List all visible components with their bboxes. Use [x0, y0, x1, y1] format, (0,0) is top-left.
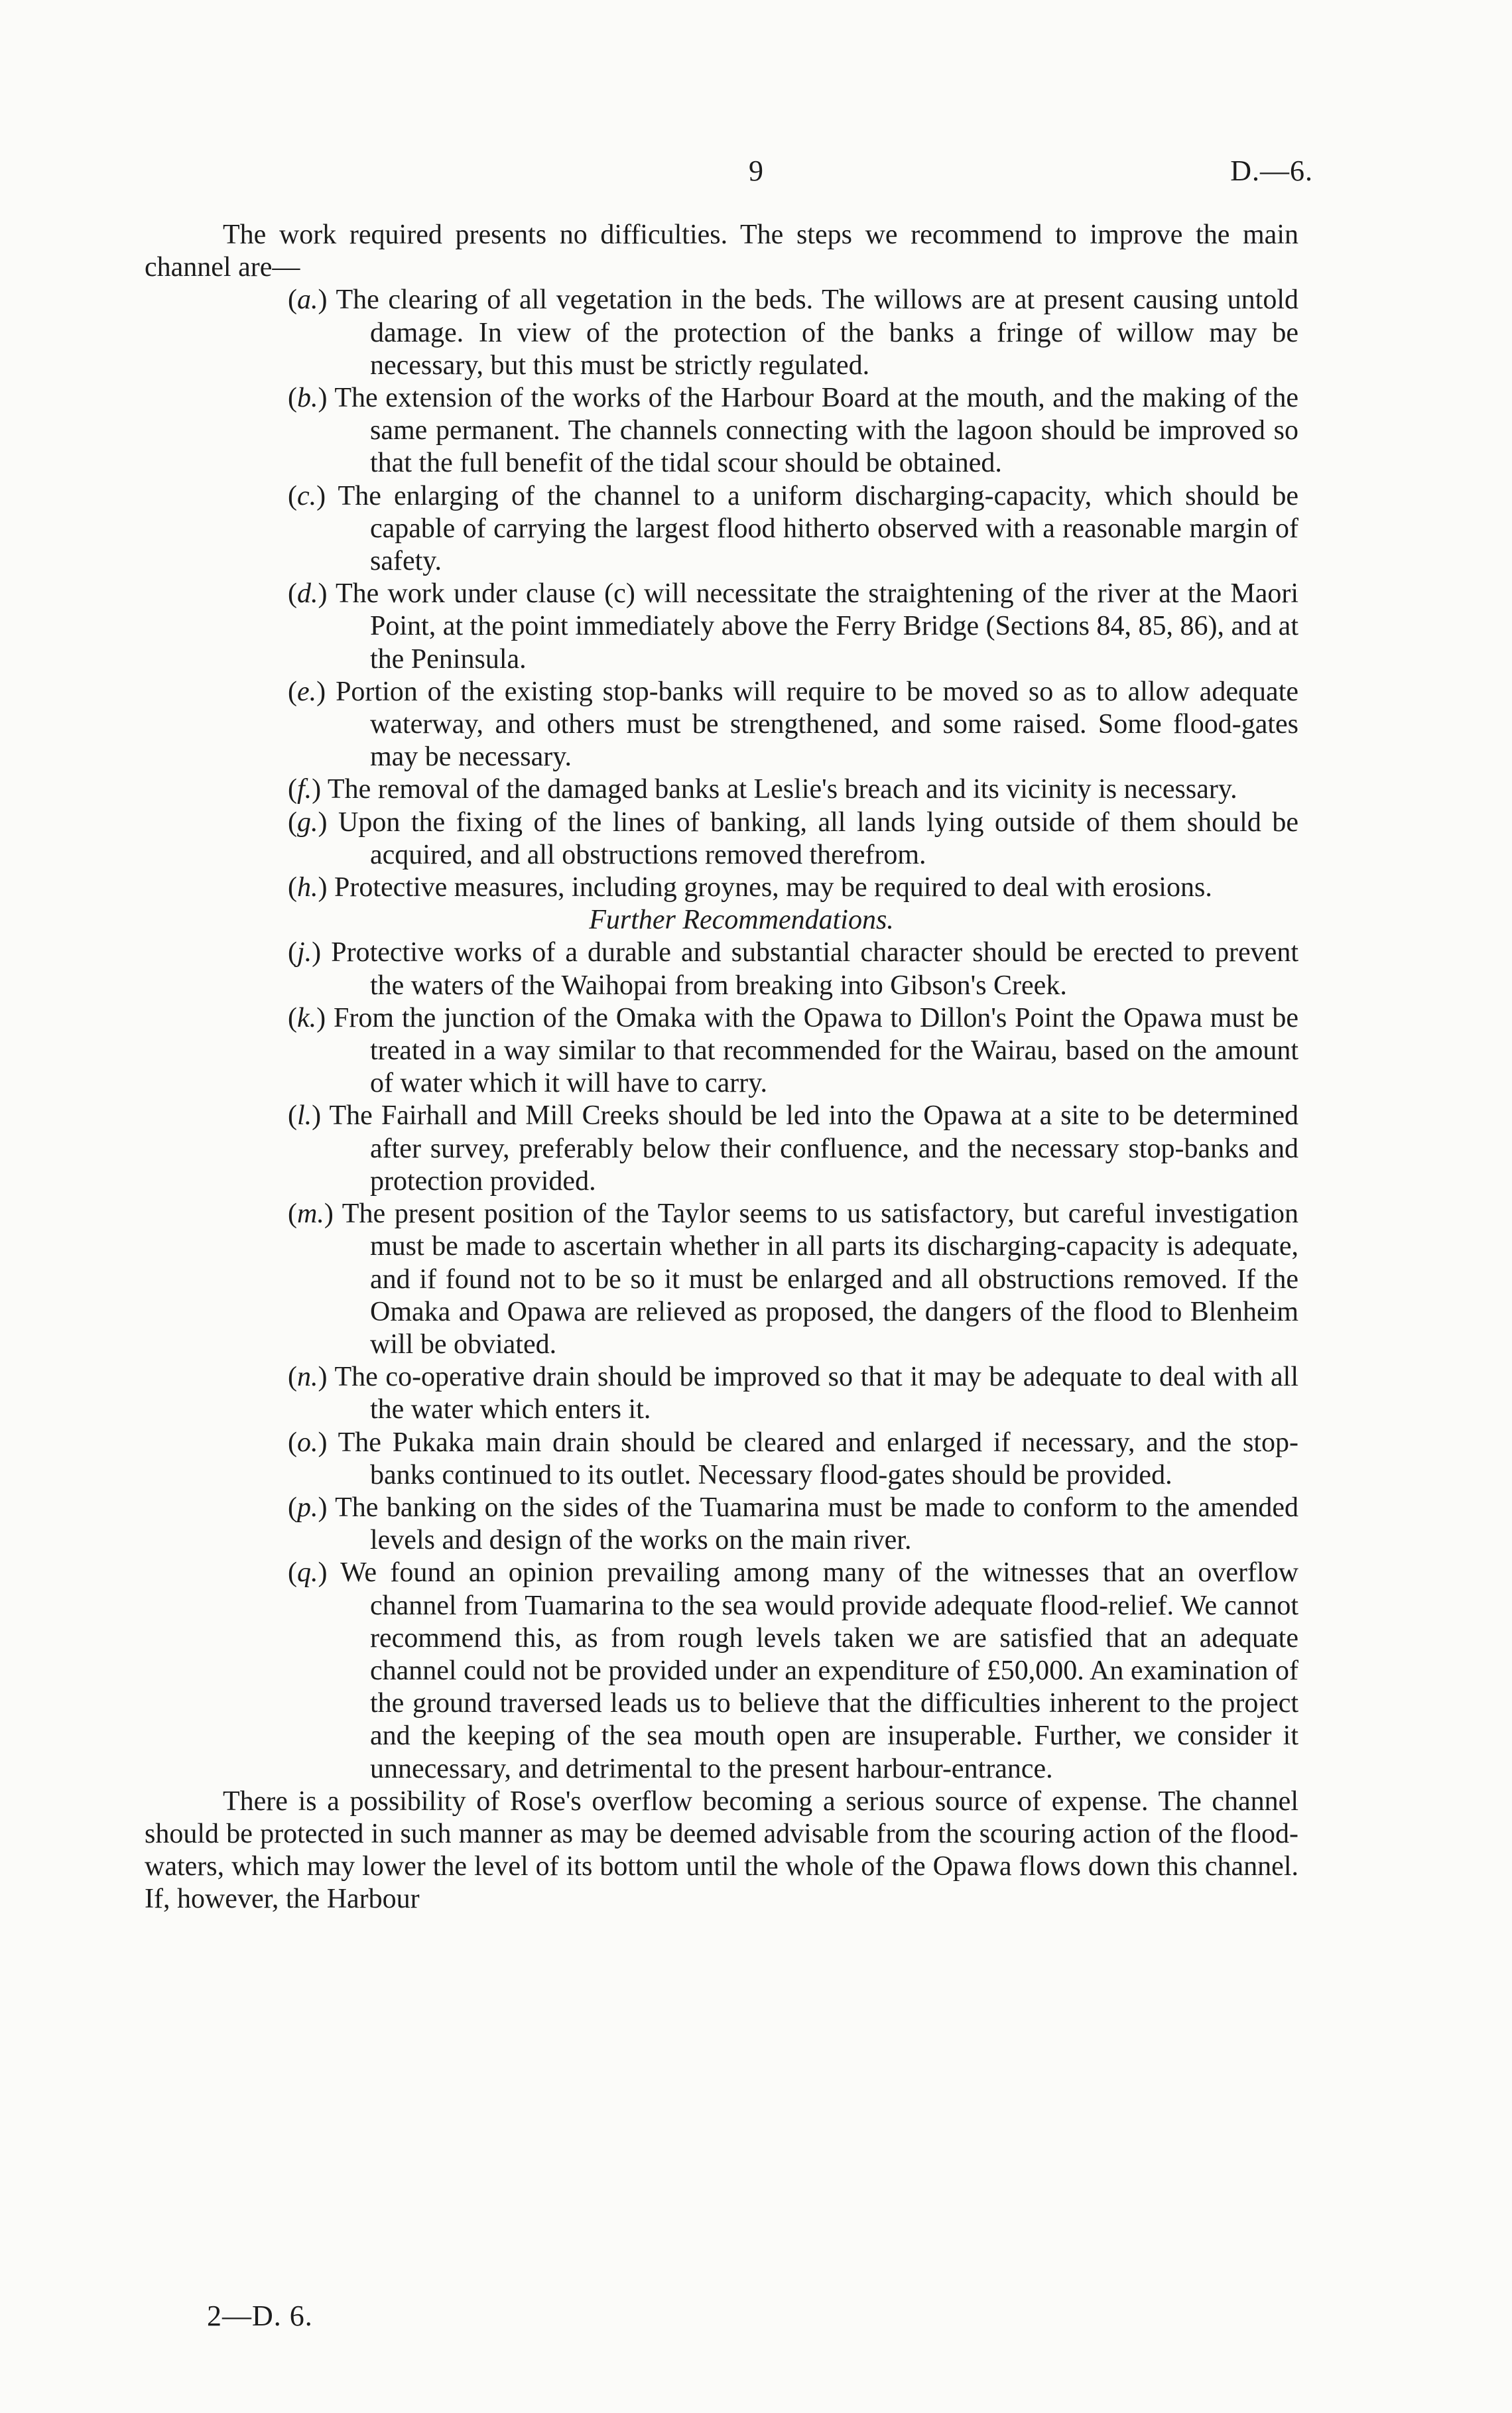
item-label: [288, 1492, 328, 1523]
item-text: The co-operative drain should be improved so that it may be adequate to deal with all the water which enters it.: [334, 1362, 1298, 1425]
label-close-paren: ): [316, 676, 326, 707]
label-letter: a.: [297, 285, 318, 316]
item-text: The removal of the damaged banks at Leslie's breach and its vicinity is necessary.: [327, 774, 1237, 805]
signature-reference: 2—D. 6.: [207, 2300, 313, 2332]
label-close-paren: ): [318, 285, 328, 316]
label-close-paren: ): [318, 383, 328, 414]
item-label: [288, 1199, 334, 1229]
item-text: Upon the fixing of the lines of banking, all lands lying outside of them should be acquired, and all obstructions removed therefrom.: [338, 807, 1298, 870]
item-label: [288, 807, 328, 838]
item-text: We found an opinion prevailing among many of the witnesses that an overflow channel from Tuamarina to the sea would provide adequate flood-relief. We cannot recommend this, as from rough levels taken we are satisfied that an adequate channel could not be provided under an expenditure of £50,000. An examination of the ground traversed leads us to believe that the difficulties inherent to the project and the keeping of the sea mouth open are insuperable. Further, we consider it unnecessary, and detrimental to the present harbour-entrance.: [340, 1557, 1298, 1784]
page-number: 9: [749, 155, 763, 187]
item-text: The enlarging of the channel to a uniform discharging-capacity, which should be capable of carrying the largest flood hitherto observed with a reasonable margin of safety.: [338, 480, 1298, 577]
label-close-paren: ): [318, 1362, 328, 1393]
item-label: [288, 872, 328, 903]
label-letter: d.: [297, 578, 318, 610]
label-open-paren: (: [288, 676, 297, 707]
label-open-paren: (: [288, 1100, 297, 1132]
item-text: The present position of the Taylor seems to us satisfactory, but careful investigation must be made to ascertain whether in all parts its discharging-capacity is adequate, and if found not to be so it must be enlarged and all obstructions removed. If the Omaka and Opawa are relieved as proposed, the dangers of the flood to Blenheim will be obviated.: [342, 1199, 1298, 1360]
label-letter: b.: [297, 383, 318, 414]
item-text: From the junction of the Omaka with the Opawa to Dillon's Point the Opawa must be treated in a way similar to that recommended for the Wairau, based on the amount of water which it will have to carry.: [334, 1002, 1298, 1099]
item-label: [288, 1427, 328, 1458]
recommendation-item: [145, 382, 1298, 480]
label-close-paren: ): [312, 937, 322, 968]
primary-recommendations-list: [145, 284, 1298, 904]
label-letter: h.: [297, 872, 318, 903]
further-recommendations-heading: Further Recommendations.: [589, 905, 894, 936]
label-close-paren: ): [316, 1002, 326, 1033]
item-label: [288, 578, 328, 609]
label-close-paren: ): [318, 1427, 328, 1458]
label-letter: c.: [297, 480, 317, 511]
item-label: [288, 383, 328, 413]
intro-paragraph: The work required presents no difficulties. The steps we recommend to improve the main channel are—: [145, 220, 1298, 283]
closing-paragraph: There is a possibility of Rose's overflow becoming a serious source of expense. The channel should be protected in such manner as may be deemed advisable from the scouring action of the flood-waters, which may lower the level of its bottom until the whole of the Opawa flows down this channel. If, however, the Harbour: [145, 1786, 1298, 1915]
label-close-paren: ): [312, 1100, 322, 1132]
label-letter: f.: [297, 774, 312, 805]
label-letter: q.: [297, 1557, 318, 1589]
item-label: [288, 1362, 328, 1392]
label-letter: n.: [297, 1362, 318, 1393]
label-open-paren: (: [288, 1427, 297, 1458]
item-text: The Fairhall and Mill Creeks should be led into the Opawa at a site to be determined after survey, preferably below their confluence, and the necessary stop-banks and protection provided.: [329, 1100, 1298, 1197]
item-text: The Pukaka main drain should be cleared and enlarged if necessary, and the stop-banks continued to its outlet. Necessary flood-gates should be provided.: [338, 1427, 1298, 1490]
label-open-paren: (: [288, 1199, 297, 1230]
label-letter: m.: [297, 1199, 324, 1230]
label-close-paren: ): [318, 872, 328, 903]
recommendation-item: [145, 807, 1298, 872]
label-close-paren: ): [316, 480, 326, 511]
item-label: [288, 285, 328, 315]
label-letter: o.: [297, 1427, 318, 1458]
label-letter: e.: [297, 676, 317, 707]
recommendation-item: [145, 1361, 1298, 1426]
label-close-paren: ): [318, 578, 328, 610]
item-text: The extension of the works of the Harbour Board at the mouth, and the making of the same permanent. The channels connecting with the lagoon should be improved so that the full benefit of the tidal scour should be obtained.: [334, 383, 1298, 479]
recommendation-item: [145, 676, 1298, 774]
label-close-paren: ): [318, 1557, 328, 1589]
label-open-paren: (: [288, 285, 297, 316]
item-label: [288, 1100, 321, 1131]
item-label: [288, 1557, 328, 1588]
recommendation-item: [145, 578, 1298, 676]
item-label: [288, 481, 326, 511]
label-letter: p.: [297, 1492, 318, 1523]
recommendation-item: [145, 1198, 1298, 1361]
label-close-paren: ): [312, 774, 322, 805]
label-open-paren: (: [288, 383, 297, 414]
item-label: [288, 1003, 326, 1033]
item-text: The work under clause (c) will necessitate the straightening of the river at the Maori Point, at the point immediately above the Ferry Bridge (Sections 84, 85, 86), and at the Peninsula.: [336, 578, 1298, 675]
label-close-paren: ): [318, 1492, 328, 1523]
label-open-paren: (: [288, 578, 297, 610]
label-open-paren: (: [288, 807, 297, 838]
label-open-paren: (: [288, 774, 297, 805]
recommendation-item: [145, 1492, 1298, 1557]
item-label: [288, 774, 321, 805]
label-open-paren: (: [288, 1002, 297, 1033]
label-open-paren: (: [288, 872, 297, 903]
document-reference: D.—6.: [1230, 155, 1313, 187]
recommendation-item: [145, 1002, 1298, 1100]
item-text: The banking on the sides of the Tuamarina must be made to conform to the amended levels and design of the works on the main river.: [335, 1492, 1298, 1556]
recommendation-item: [145, 937, 1298, 1002]
label-open-paren: (: [288, 1492, 297, 1523]
label-open-paren: (: [288, 1557, 297, 1589]
item-text: Protective measures, including groynes, may be required to deal with erosions.: [334, 872, 1212, 903]
further-recommendations-list: [145, 937, 1298, 1785]
recommendation-item: [145, 773, 1298, 806]
label-letter: g.: [297, 807, 318, 838]
label-open-paren: (: [288, 480, 297, 511]
recommendation-item: [145, 284, 1298, 382]
document-body: [145, 219, 1298, 1916]
item-text: Protective works of a durable and substantial character should be erected to prevent the waters of the Waihopai from breaking into Gibson's Creek.: [331, 937, 1298, 1001]
recommendation-item: [145, 1427, 1298, 1492]
recommendation-item: [145, 1557, 1298, 1785]
recommendation-item: [145, 480, 1298, 578]
item-label: [288, 677, 326, 707]
label-close-paren: ): [318, 807, 328, 838]
label-close-paren: ): [324, 1199, 334, 1230]
item-label: [288, 937, 321, 968]
recommendation-item: [145, 1100, 1298, 1198]
label-open-paren: (: [288, 1362, 297, 1393]
label-letter: l.: [297, 1100, 312, 1132]
item-text: Portion of the existing stop-banks will require to be moved so as to allow adequate waterway, and others must be strengthened, and some raised. Some flood-gates may be necessary.: [336, 676, 1299, 773]
label-letter: k.: [297, 1002, 317, 1033]
item-text: The clearing of all vegetation in the beds. The willows are at present causing untold damage. In view of the protection of the banks a fringe of willow may be necessary, but this must be strictly regulated.: [336, 285, 1298, 381]
label-open-paren: (: [288, 937, 297, 968]
recommendation-item: [145, 872, 1298, 904]
label-letter: j.: [297, 937, 312, 968]
